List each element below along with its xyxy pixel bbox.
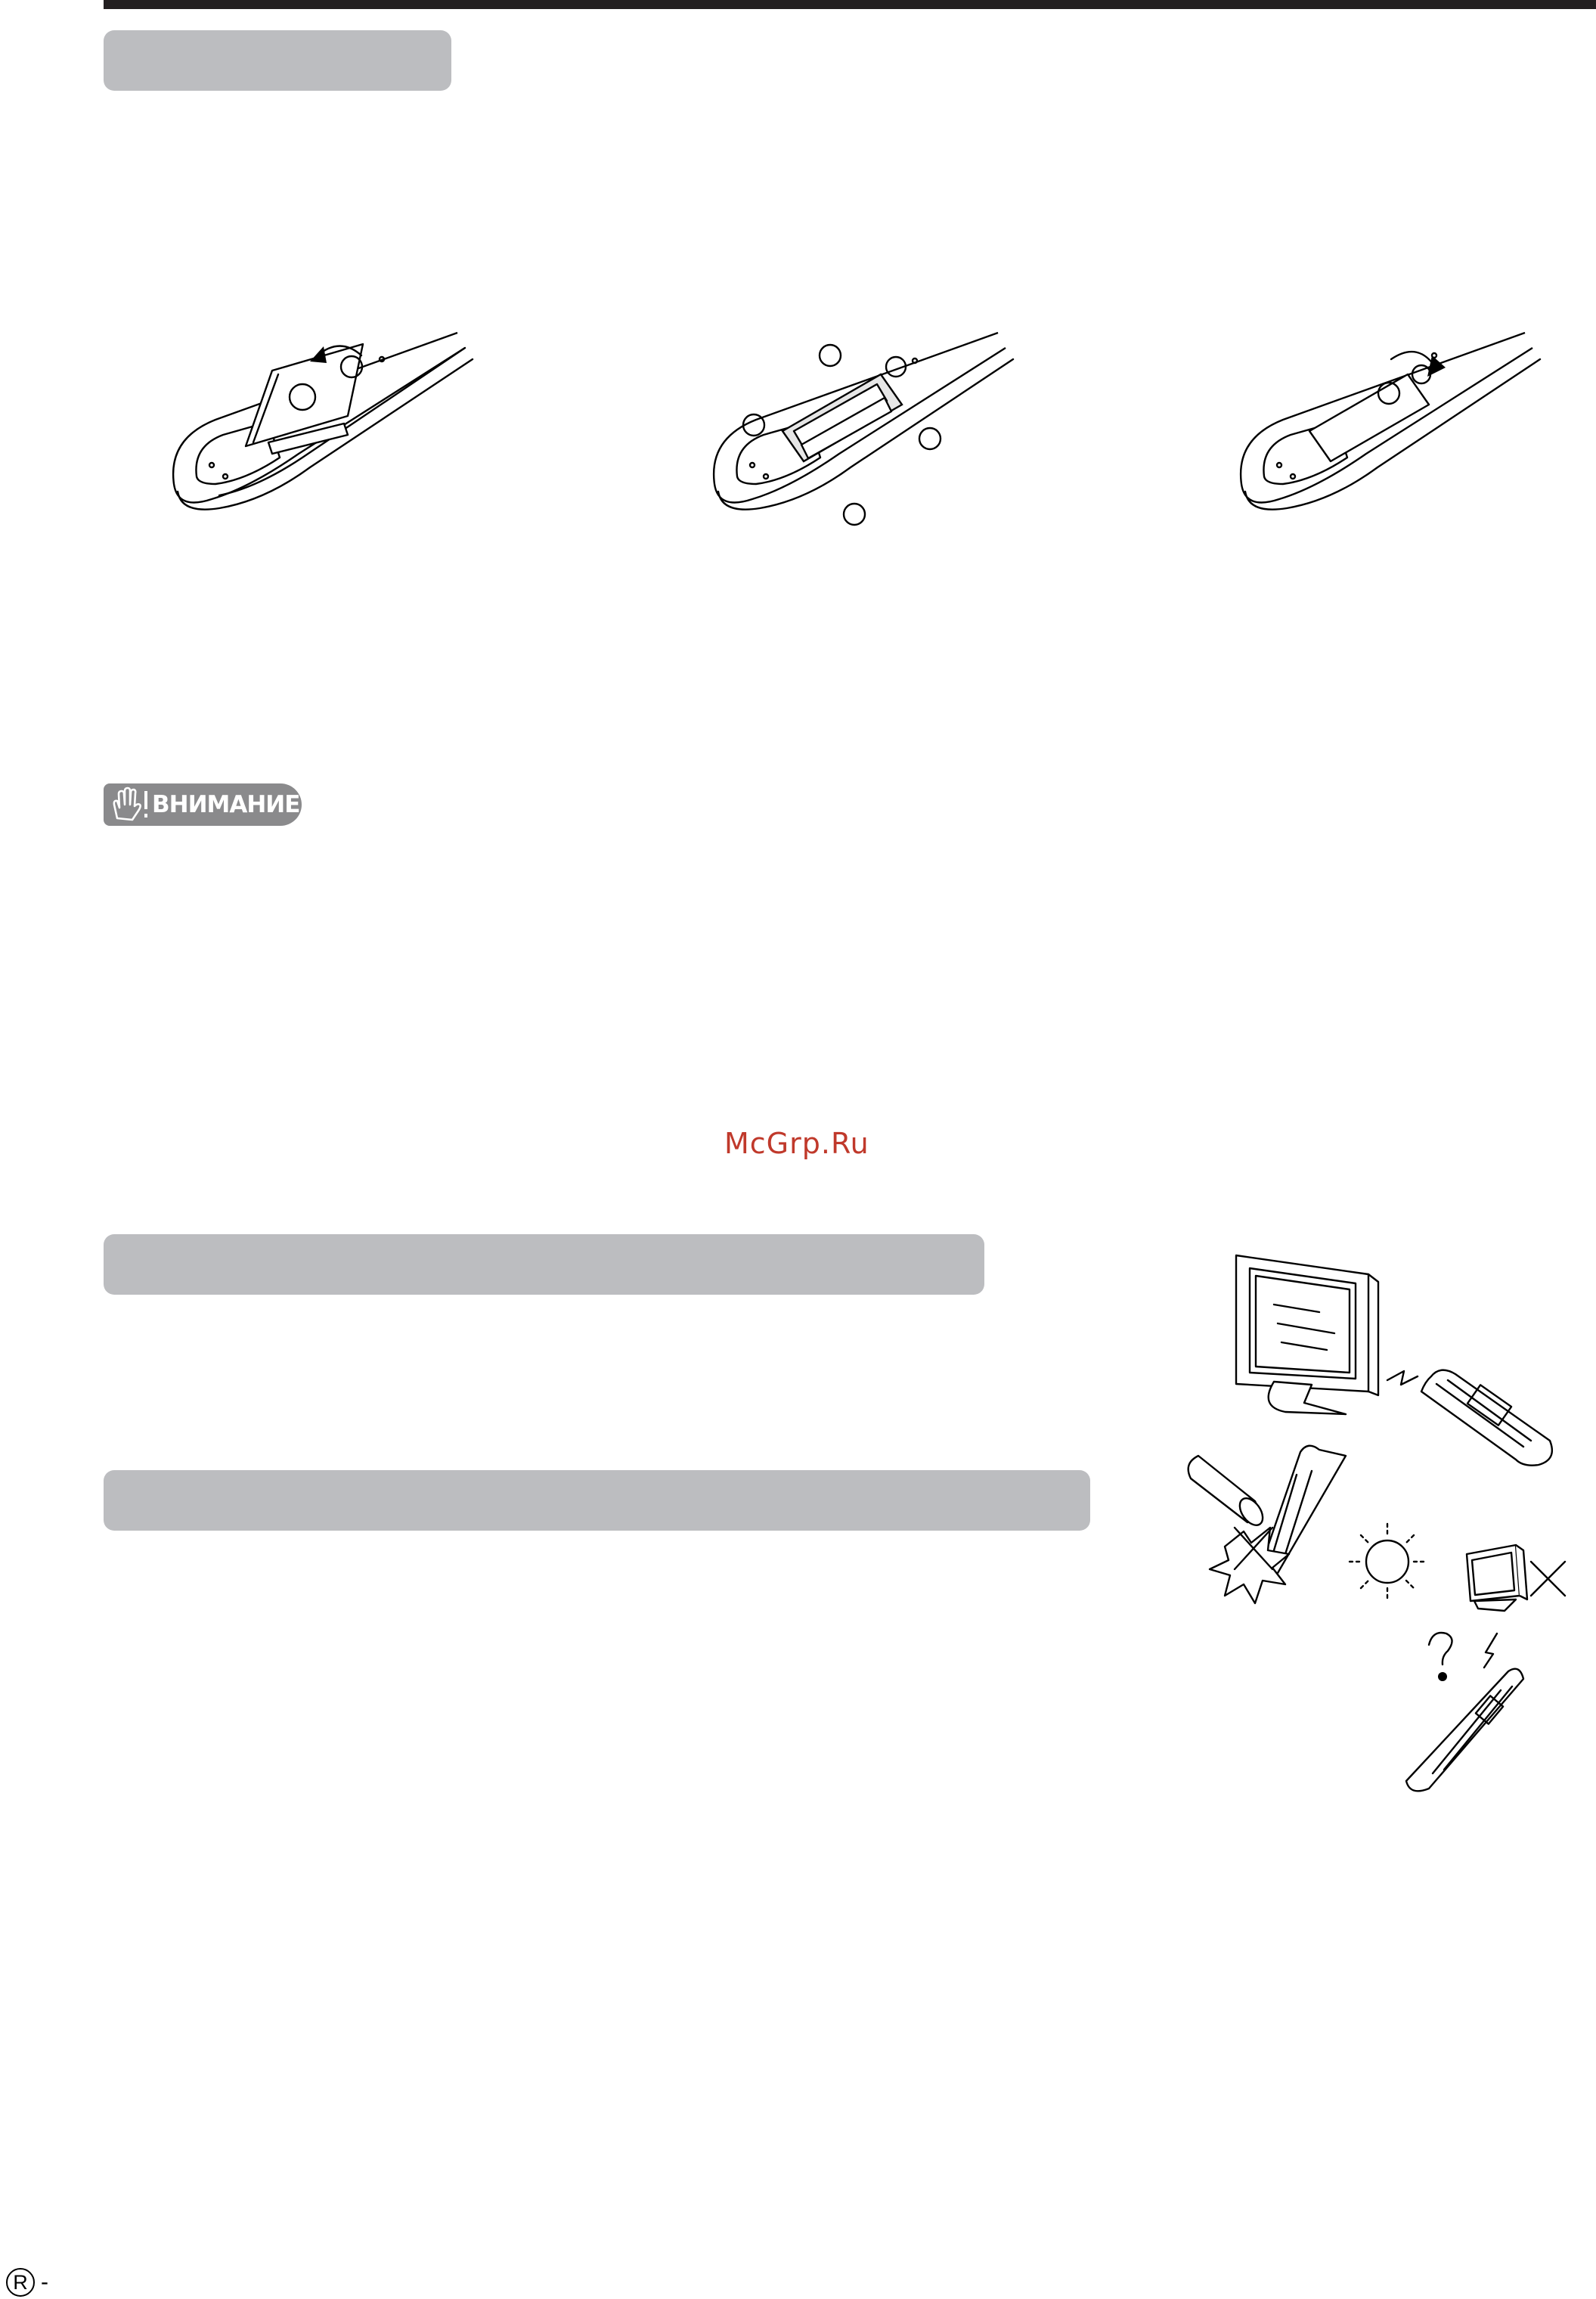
caution-badge [104, 783, 302, 826]
top-rule [104, 0, 1596, 9]
section-header-precautions [104, 1470, 1090, 1531]
remote-close-cover-illustration [1234, 333, 1551, 560]
footer-separator: - [41, 2270, 48, 2294]
caution-label: ВНИМАНИЕ [152, 791, 300, 818]
hand-icon [104, 783, 152, 826]
watermark: McGrp.Ru [724, 1127, 869, 1160]
page-footer [6, 2268, 48, 2297]
remote-insert-batteries-illustration [707, 333, 1024, 560]
region-mark: R [6, 2268, 35, 2297]
section-header-battery-install [104, 30, 451, 91]
remote-precautions-illustration [1183, 1441, 1591, 1804]
section-header-operating-range [104, 1234, 984, 1295]
remote-open-cover-illustration [166, 333, 484, 560]
